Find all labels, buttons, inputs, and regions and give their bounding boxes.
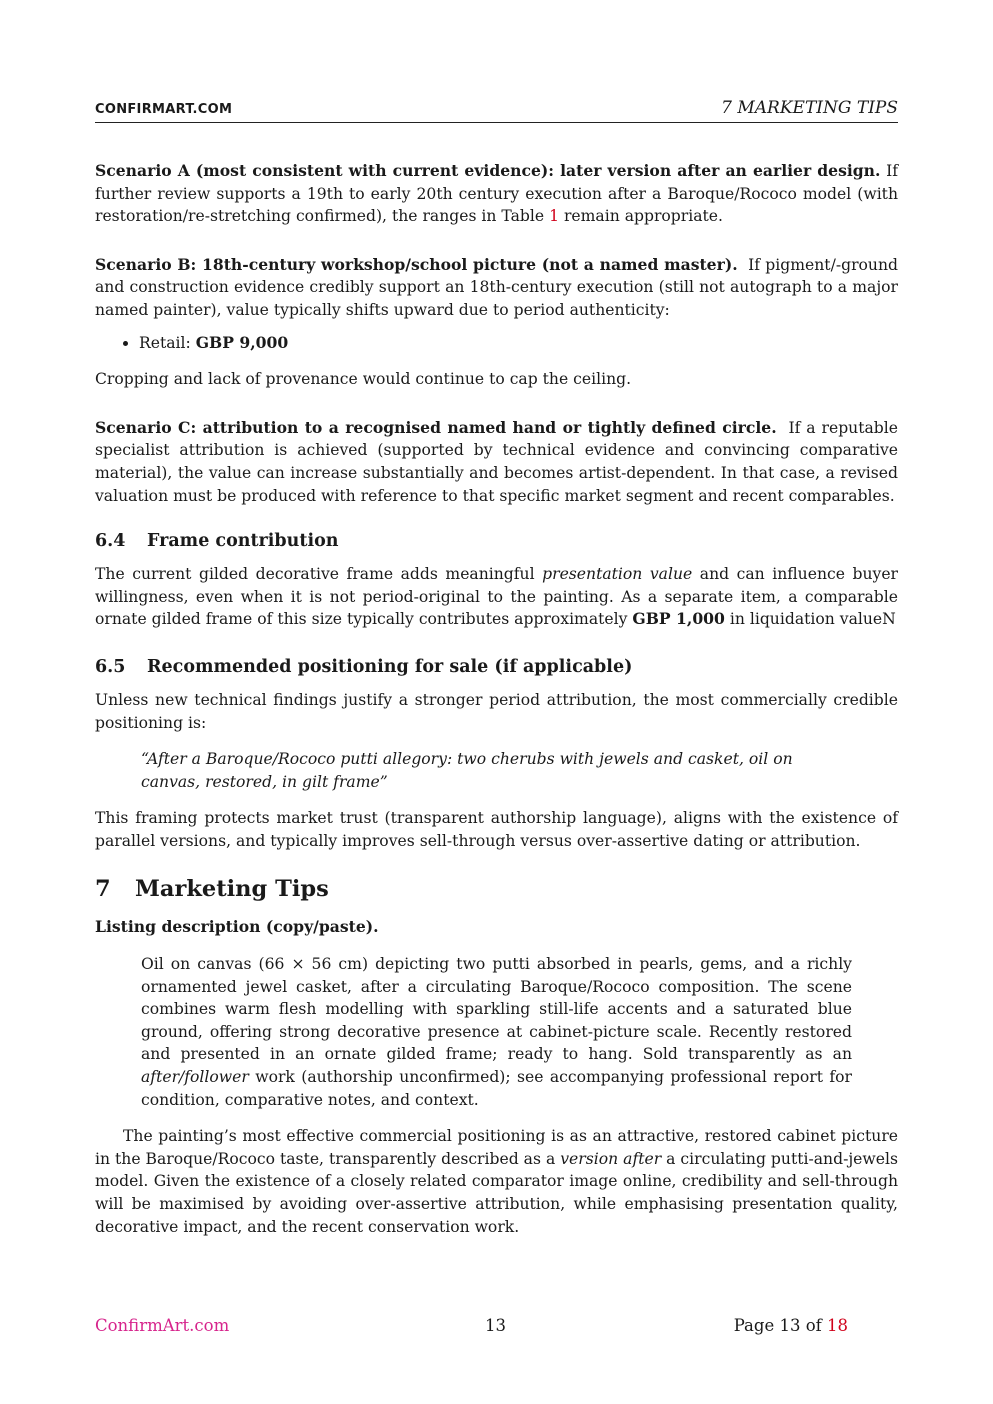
closing-text-end: a circulating putti-and-jewels model. Given the existence of a closely related comparator image online, credibility and sell-through will be maximised by avoiding over-assertive attribution, while emphasising presentation quality, decorative impact, and the recent conservation work. (95, 1149, 898, 1236)
listing-description-title: Listing description (copy/paste). (95, 917, 379, 937)
footer-site-link[interactable]: ConfirmArt.com (95, 1316, 230, 1335)
page-of-label: Page 13 of (733, 1316, 822, 1335)
closing-text: The painting’s most effective commercial positioning is as an attractive, restored cabinet picture in the Baroque/Rococo taste, transparently described as a (95, 1127, 898, 1168)
footer-page-of (734, 1316, 848, 1335)
scenario-a-title: Scenario A (most consistent with current evidence): later version after an earlier design. (95, 161, 881, 180)
page-header (95, 98, 898, 123)
scenario-c-title: Scenario C: attribution to a recognised named hand or tightly defined circle. (95, 417, 777, 437)
listing-emphasis: after/follower (141, 1068, 249, 1087)
section-7-heading (95, 874, 898, 904)
document-page (95, 0, 898, 1404)
table-reference-link[interactable]: 1 (549, 207, 559, 226)
section-title: Frame contribution (147, 531, 339, 552)
scenario-a-paragraph (95, 160, 898, 228)
section-number: 6.5 (95, 656, 126, 677)
page-total-link[interactable]: 18 (827, 1316, 848, 1335)
section-number: 7 (95, 876, 111, 903)
positioning-intro: Unless new technical findings justify a stronger period attribution, the most commercially credible positioning is: (95, 690, 898, 732)
positioning-outro: This framing protects market trust (transparent authorship language), aligns with the existence of parallel versions, and typically improves sell-through versus over-assertive dating or attribution. (95, 809, 898, 850)
frame-text-middle: and can influence buyer willingness, even when it is not period-original to the painting. As a separate item, a comparable ornate gilded frame of this size typically contributes approximately (95, 565, 898, 629)
closing-emphasis: version after (560, 1149, 662, 1168)
bullet-value: GBP 9,000 (195, 332, 289, 352)
list-item (139, 332, 898, 355)
listing-text-end: work (authorship unconfirmed); see accompanying professional report for condition, comparative notes, and context. (141, 1068, 852, 1109)
frame-text: The current gilded decorative frame adds meaningful (95, 565, 535, 584)
section-title: Marketing Tips (135, 876, 329, 903)
section-6-5-heading (95, 655, 898, 679)
scenario-b-note: Cropping and lack of provenance would continue to cap the ceiling. (95, 370, 632, 389)
scenario-a-text: If further review supports a 19th to early 20th century execution after a Baroque/Rococo model (with restoration/re-stretching confirmed), the ranges in Table (95, 162, 898, 226)
closing-paragraph (95, 1125, 898, 1238)
running-title: 7 MARKETING TIPS (721, 98, 898, 118)
scenario-b-list (95, 332, 898, 355)
listing-text: Oil on canvas (66 × 56 cm) depicting two putti absorbed in pearls, gems, and a richly ornamented jewel casket, after a circulating Baroque/Rococo composition. The scene combines warm flesh modelling with sparkling still-life accents and a saturated blue ground, offering strong decorative presence at cabinet-picture scale. Recently restored and presented in an ornate gilded frame; ready to hang. Sold transparently as an (141, 955, 852, 1064)
scenario-c-text: If a reputable specialist attribution is achieved (supported by technical evidence and convincing comparative material), the value can increase substantially and becomes artist-dependent. In that case, a revised valuation must be produced with reference to that specific market segment and recent comparables. (95, 418, 898, 505)
scenario-c-paragraph (95, 417, 898, 507)
page-body (95, 160, 898, 1238)
bullet-label: Retail: (139, 333, 191, 352)
section-6-4-heading (95, 529, 898, 553)
section-title: Recommended positioning for sale (if applicable) (147, 656, 633, 677)
section-number: 6.4 (95, 531, 126, 552)
page-footer (95, 1316, 898, 1340)
frame-amount: GBP 1,000 (632, 609, 725, 629)
listing-description (141, 953, 852, 1111)
frame-contribution-paragraph (95, 563, 898, 631)
footer-page-number: 13 (485, 1316, 506, 1335)
scenario-b-text: If pigment/-ground and construction evidence credibly support an 18th-century execution (still not autograph to a major named painter), value typically shifts upward due to period authenticity: (95, 255, 898, 319)
scenario-b-title: Scenario B: 18th-century workshop/school picture (not a named master). (95, 254, 738, 274)
frame-text-end: in liquidation valueN (729, 610, 896, 629)
frame-emphasis: presentation value (542, 565, 693, 584)
scenario-a-text-end: remain appropriate. (563, 207, 723, 226)
scenario-b-paragraph (95, 254, 898, 322)
positioning-quote: “After a Baroque/Rococo putti allegory: two cherubs with jewels and casket, oil on canvas, restored, in gilt frame” (141, 750, 793, 791)
site-logo: CONFIRMART.COM (95, 102, 233, 117)
